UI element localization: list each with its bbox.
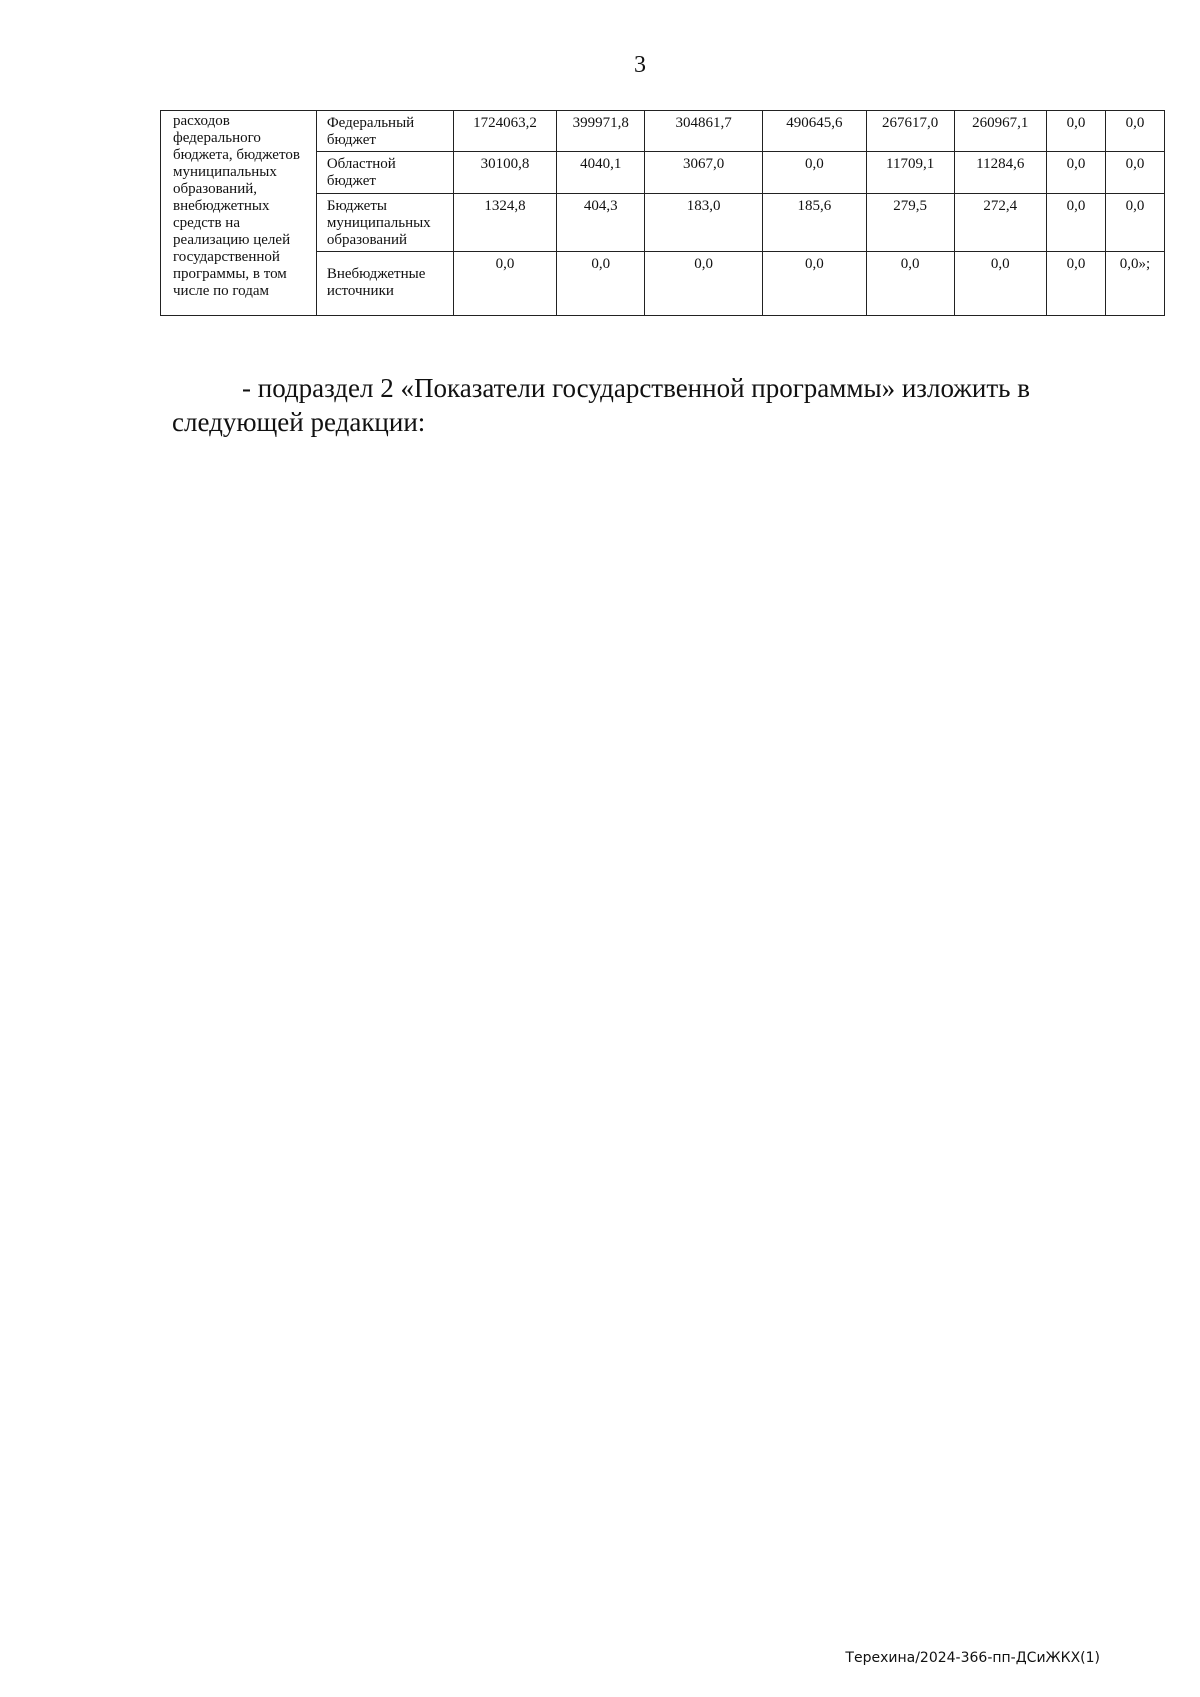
value-cell: 304861,7 [645,111,763,152]
value-cell: 267617,0 [866,111,954,152]
value-cell: 279,5 [866,194,954,252]
value-cell: 4040,1 [557,152,645,194]
value-cell: 0,0 [1105,194,1164,252]
value-cell: 0,0 [763,252,867,316]
source-cell: Федеральный бюджет [316,111,453,152]
source-cell: Областной бюджет [316,152,453,194]
source-cell: Внебюджетные источники [316,252,453,316]
value-cell: 260967,1 [954,111,1046,152]
value-cell: 0,0 [645,252,763,316]
value-cell: 183,0 [645,194,763,252]
value-cell: 272,4 [954,194,1046,252]
value-cell: 404,3 [557,194,645,252]
section-intro-paragraph: - подраздел 2 «Показатели государственной программы» изложить в следующей редакции: [172,373,1030,437]
value-cell: 11284,6 [954,152,1046,194]
value-cell: 11709,1 [866,152,954,194]
value-cell: 0,0 [1046,252,1105,316]
value-cell: 0,0 [1105,111,1164,152]
value-cell: 0,0 [1046,152,1105,194]
table-row [161,111,1165,152]
source-cell: Бюджеты муниципальных образований [316,194,453,252]
value-cell: 0,0 [866,252,954,316]
value-cell: 1324,8 [453,194,557,252]
value-cell: 0,0 [557,252,645,316]
table-description-cell: расходов федерального бюджета, бюджетов муниципальных образований, внебюджетных средств на реализацию целей государственной программы, в том числе по годам [161,111,317,316]
value-cell: 0,0 [954,252,1046,316]
value-cell: 0,0 [1046,194,1105,252]
value-cell: 0,0»; [1105,252,1164,316]
value-cell: 490645,6 [763,111,867,152]
value-cell: 0,0 [453,252,557,316]
value-cell: 0,0 [1105,152,1164,194]
document-footer-reference: Терехина/2024-366-пп-ДСиЖКХ(1) [845,1650,1100,1666]
value-cell: 1724063,2 [453,111,557,152]
value-cell: 399971,8 [557,111,645,152]
page-number: 3 [634,52,646,78]
value-cell: 30100,8 [453,152,557,194]
budget-table [160,110,1165,316]
value-cell: 0,0 [763,152,867,194]
value-cell: 0,0 [1046,111,1105,152]
value-cell: 3067,0 [645,152,763,194]
value-cell: 185,6 [763,194,867,252]
